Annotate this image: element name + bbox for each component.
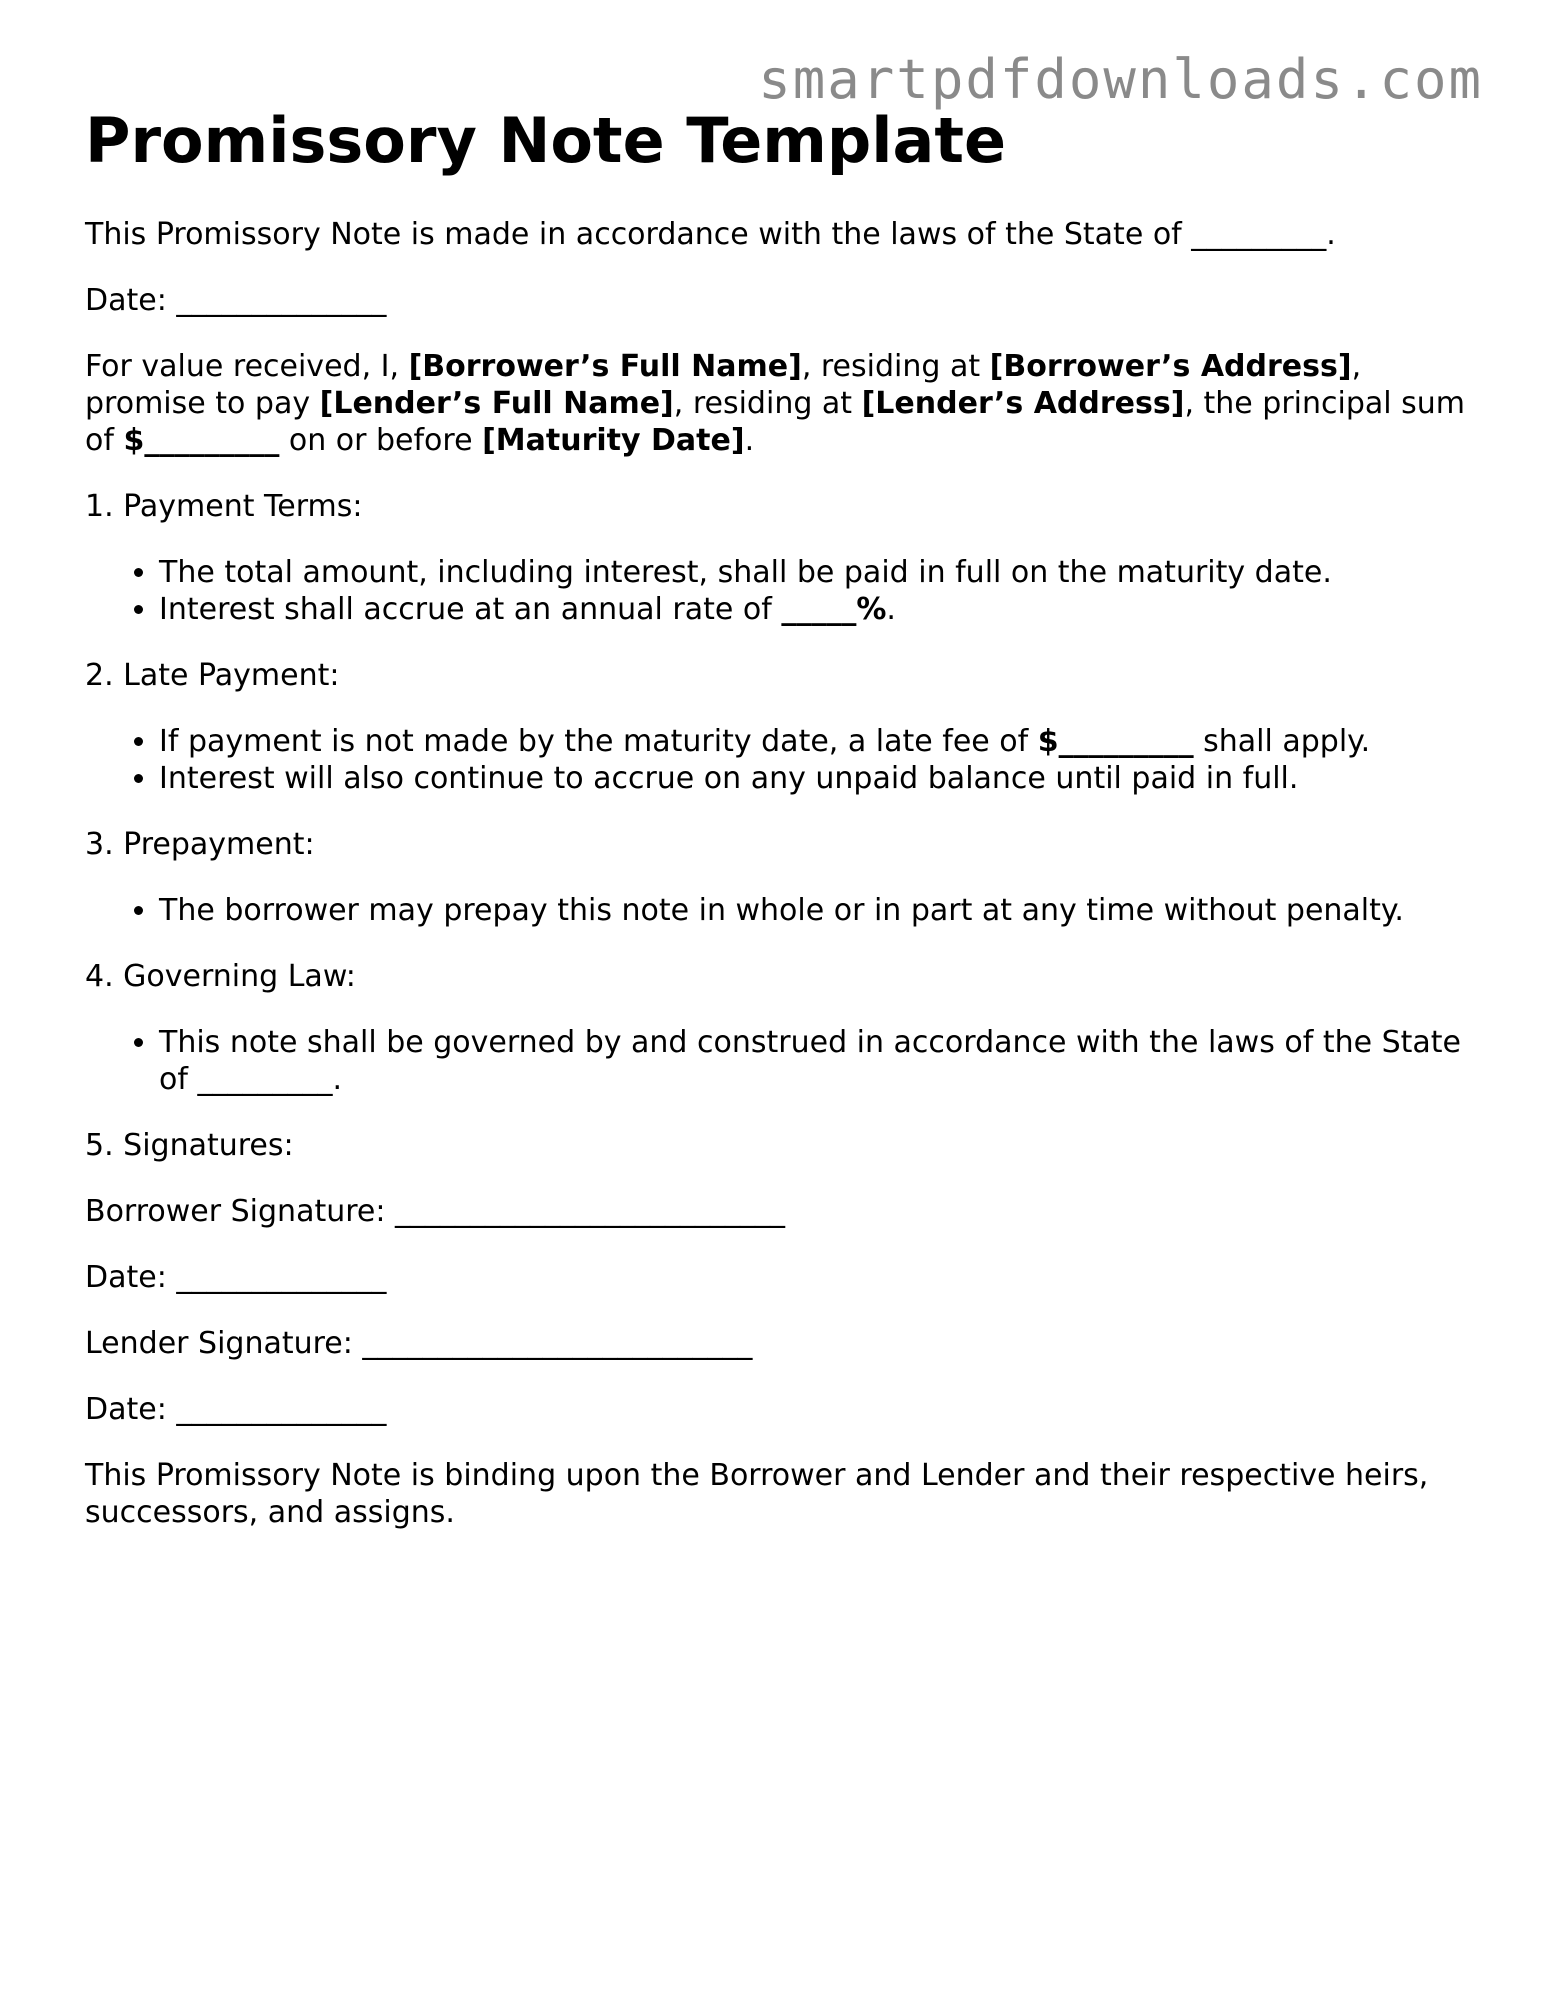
payment-terms-list xyxy=(85,554,1465,628)
clause-text: , residing at xyxy=(673,386,862,422)
clause-text: , residing at xyxy=(801,349,990,385)
page-title: Promissory Note Template xyxy=(85,104,1007,177)
principal-sum-placeholder: $_________ xyxy=(123,423,280,459)
value-clause-paragraph xyxy=(85,348,1465,459)
section-heading-payment-terms: 1. Payment Terms: xyxy=(85,489,363,525)
clause-text: on or before xyxy=(279,423,483,459)
list-item xyxy=(159,723,1465,760)
list-item xyxy=(159,591,1465,628)
clause-text: For value received, I, xyxy=(85,349,409,385)
section-heading-prepayment: 3. Prepayment: xyxy=(85,827,315,863)
prepayment-list xyxy=(85,892,1465,929)
list-item: • This note shall be governed by and construed in accordance with the laws of the State of _________. xyxy=(159,1024,1465,1098)
late-fee-placeholder: $_________ xyxy=(1037,724,1194,760)
list-item-text: If payment is not made by the maturity date, a late fee of xyxy=(159,724,1038,760)
watermark: smartpdfdownloads.com xyxy=(758,48,1483,111)
borrower-name-placeholder: [Borrower’s Full Name] xyxy=(408,349,802,385)
clause-text: , the principal sum of xyxy=(85,386,1465,459)
section-heading-late-payment: 2. Late Payment: xyxy=(85,658,340,694)
clause-text: , promise to pay xyxy=(85,349,1362,422)
section-heading-signatures: 5. Signatures: xyxy=(85,1128,294,1164)
clause-text: . xyxy=(744,423,755,459)
borrower-signature-line: Borrower Signature: __________________________ xyxy=(85,1194,786,1230)
governing-law-list xyxy=(85,1024,1465,1098)
late-payment-list xyxy=(85,723,1465,797)
interest-rate-placeholder: _____% xyxy=(781,592,887,628)
lender-address-placeholder: [Lender’s Address] xyxy=(861,386,1185,422)
borrower-address-placeholder: [Borrower’s Address] xyxy=(989,349,1352,385)
list-item: • The borrower may prepay this note in whole or in part at any time without penalty. xyxy=(159,892,1465,929)
date-line: Date: ______________ xyxy=(85,283,387,319)
list-item-text: shall apply. xyxy=(1193,724,1371,760)
lender-name-placeholder: [Lender’s Full Name] xyxy=(319,386,674,422)
list-item-text: Interest shall accrue at an annual rate of xyxy=(159,592,782,628)
borrower-date-line: Date: ______________ xyxy=(85,1260,387,1296)
closing-paragraph: This Promissory Note is binding upon the Borrower and Lender and their respective heirs, successors, and assigns. xyxy=(85,1458,1429,1531)
section-heading-governing-law: 4. Governing Law: xyxy=(85,959,356,995)
intro-paragraph: This Promissory Note is made in accordance with the laws of the State of _________. xyxy=(85,217,1336,253)
list-item-text: . xyxy=(886,592,896,628)
lender-date-line: Date: ______________ xyxy=(85,1392,387,1428)
list-item: • The total amount, including interest, shall be paid in full on the maturity date. xyxy=(159,554,1465,591)
maturity-date-placeholder: [Maturity Date] xyxy=(482,423,745,459)
document-page xyxy=(85,104,1465,1560)
lender-signature-line: Lender Signature: __________________________ xyxy=(85,1326,753,1362)
list-item: • Interest will also continue to accrue on any unpaid balance until paid in full. xyxy=(159,760,1465,797)
